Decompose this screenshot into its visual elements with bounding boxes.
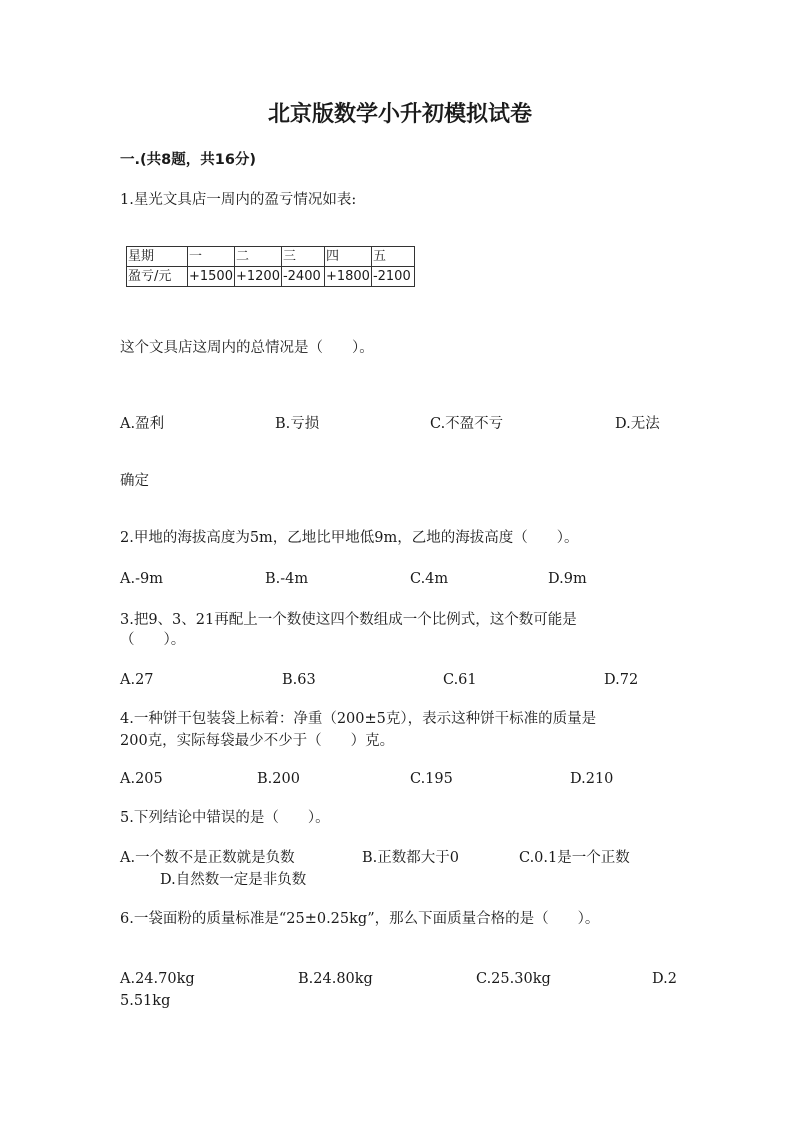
- question-1-option-c[interactable]: C.不盈不亏: [430, 416, 504, 432]
- question-2-option-c[interactable]: C.4m: [410, 571, 449, 587]
- question-3-option-b[interactable]: B.63: [282, 672, 316, 688]
- question-4-option-d[interactable]: D.210: [570, 771, 614, 787]
- table-cell: 三: [281, 247, 324, 267]
- section-heading: 一.(共8题，共16分): [120, 152, 257, 168]
- table-cell: 一: [188, 247, 235, 267]
- table-cell: +1800: [324, 267, 371, 287]
- question-4-option-a[interactable]: A.205: [120, 771, 163, 787]
- question-2-option-a[interactable]: A.-9m: [120, 571, 163, 587]
- question-1-option-d-wrap: 确定: [120, 473, 149, 489]
- table-row: [127, 267, 415, 287]
- table-cell: -2400: [281, 267, 324, 287]
- table-row: [127, 247, 415, 267]
- table-cell: +1200: [234, 267, 281, 287]
- question-6-option-c[interactable]: C.25.30kg: [476, 971, 551, 987]
- question-3-option-c[interactable]: C.61: [443, 672, 477, 688]
- question-5-option-a[interactable]: A.一个数不是正数就是负数: [120, 850, 295, 866]
- question-4-option-c[interactable]: C.195: [410, 771, 453, 787]
- question-1-option-a[interactable]: A.盈利: [120, 416, 165, 432]
- question-3-stem-cont: （ ）。: [120, 632, 186, 648]
- question-6-option-b[interactable]: B.24.80kg: [298, 971, 373, 987]
- question-1-option-b[interactable]: B.亏损: [275, 416, 320, 432]
- question-6-option-d[interactable]: D.2: [652, 971, 677, 987]
- table-cell: 星期: [127, 247, 188, 267]
- question-4-stem: 4.一种饼干包装袋上标着：净重（200±5克），表示这种饼干标准的质量是: [120, 711, 597, 727]
- question-5-option-d[interactable]: D.自然数一定是非负数: [160, 872, 307, 888]
- question-5-option-c[interactable]: C.0.1是一个正数: [519, 850, 630, 866]
- question-3-option-d[interactable]: D.72: [604, 672, 639, 688]
- question-6-option-a[interactable]: A.24.70kg: [120, 971, 195, 987]
- question-1-option-d[interactable]: D.无法: [615, 416, 660, 432]
- question-4-stem-cont: 200克，实际每袋最少不少于（ ）克。: [120, 733, 395, 749]
- question-6-option-d-wrap: 5.51kg: [120, 993, 171, 1009]
- question-2-option-b[interactable]: B.-4m: [265, 571, 309, 587]
- table-cell: 四: [324, 247, 371, 267]
- table-cell: +1500: [188, 267, 235, 287]
- page-title: 北京版数学小升初模拟试卷: [267, 102, 532, 127]
- question-1-stem: 1.星光文具店一周内的盈亏情况如表:: [120, 192, 357, 208]
- question-5-option-b[interactable]: B.正数都大于0: [362, 850, 459, 866]
- question-4-option-b[interactable]: B.200: [257, 771, 300, 787]
- table-cell: 二: [234, 247, 281, 267]
- question-1-prompt: 这个文具店这周内的总情况是（ ）。: [120, 340, 374, 356]
- question-3-option-a[interactable]: A.27: [120, 672, 154, 688]
- question-5-stem: 5.下列结论中错误的是（ ）。: [120, 810, 330, 826]
- question-2-stem: 2.甲地的海拔高度为5m，乙地比甲地低9m，乙地的海拔高度（ ）。: [120, 530, 579, 546]
- profit-table: [126, 246, 415, 287]
- question-2-option-d[interactable]: D.9m: [548, 571, 587, 587]
- question-6-stem: 6.一袋面粉的质量标准是“25±0.25kg”，那么下面质量合格的是（ ）。: [120, 911, 600, 927]
- question-3-stem: 3.把9、3、21再配上一个数使这四个数组成一个比例式，这个数可能是: [120, 612, 577, 628]
- table-cell: -2100: [371, 267, 414, 287]
- table-cell: 五: [371, 247, 414, 267]
- table-cell: 盈亏/元: [127, 267, 188, 287]
